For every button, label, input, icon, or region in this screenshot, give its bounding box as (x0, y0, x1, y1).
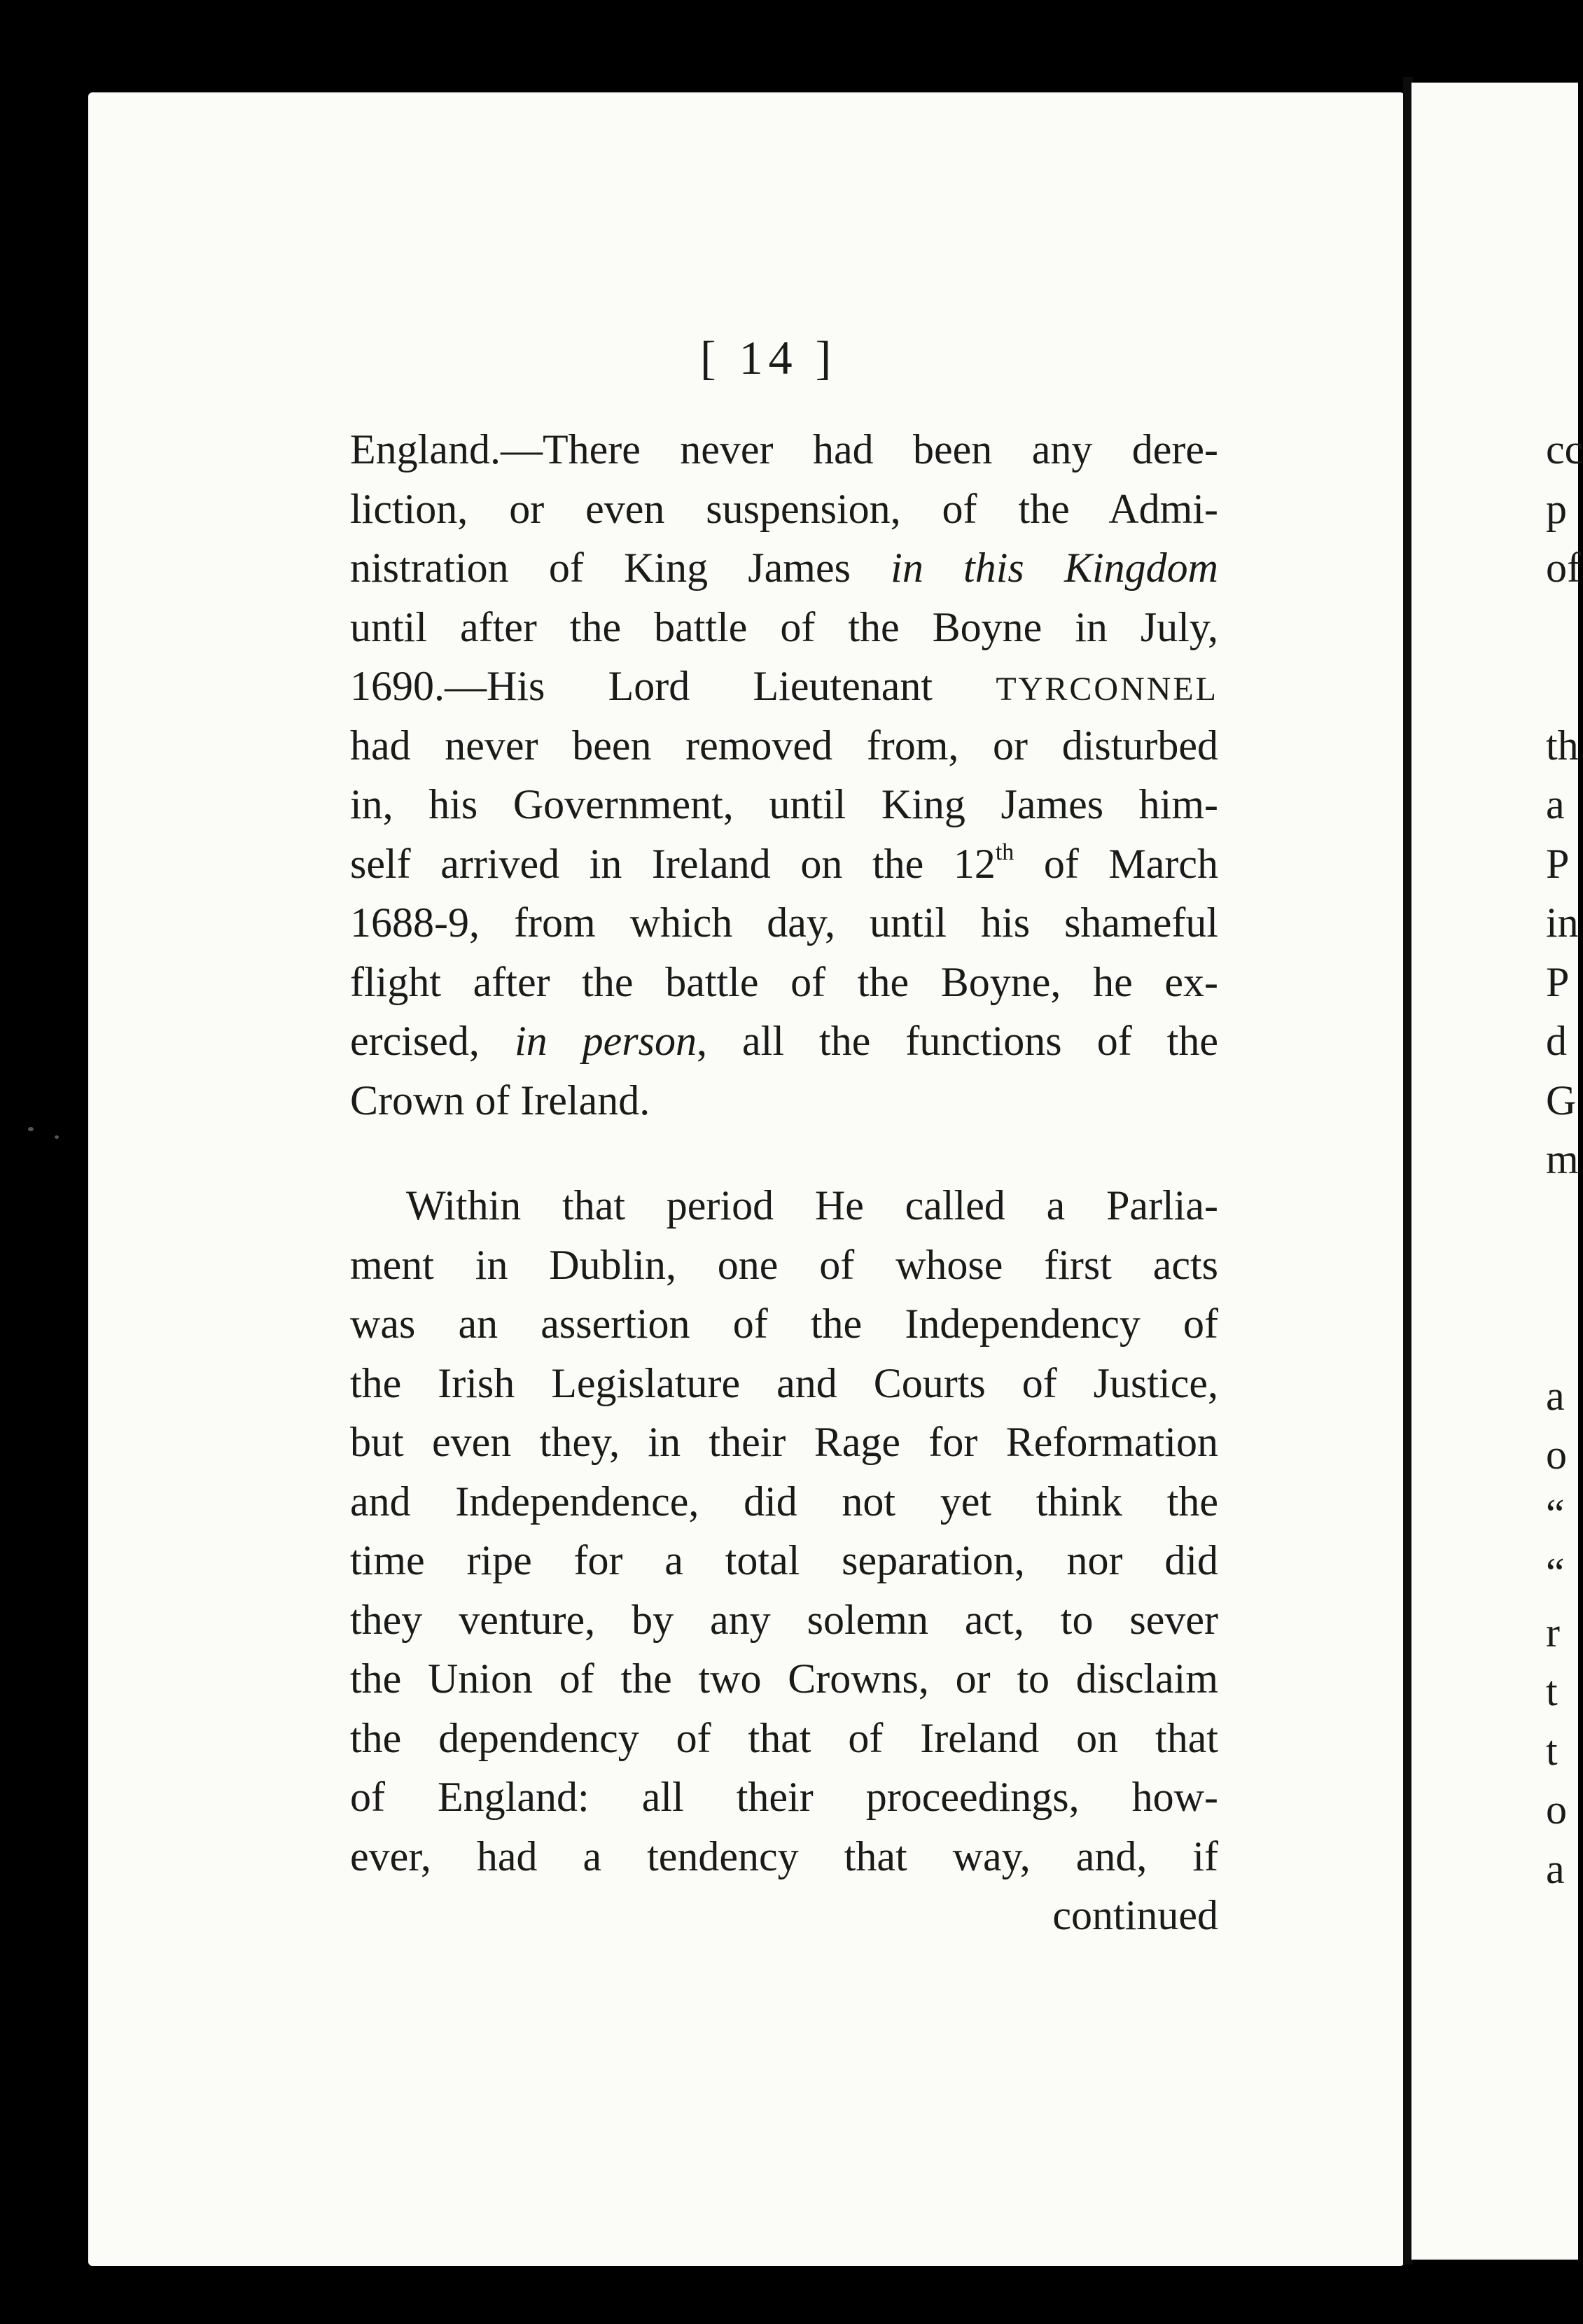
facing-fragment: r (1546, 1609, 1560, 1656)
text-line (350, 893, 1218, 953)
facing-fragment: in (1546, 899, 1579, 946)
facing-page-fragments (1546, 420, 1583, 1898)
catchword: continued (1052, 1892, 1218, 1938)
page-body (350, 420, 1218, 1945)
facing-fragment: d (1546, 1018, 1567, 1064)
text-line (350, 716, 1218, 776)
text-line: and Independence, did not yet think the (350, 1478, 1218, 1525)
facing-fragment: p (1546, 485, 1567, 532)
facing-fragment: P (1546, 840, 1570, 887)
line-text: 1690.—His Lord Lieutenant (350, 663, 996, 709)
page-number-header: [ 14 ] (700, 331, 837, 384)
line-text: in, his Government, until King James him- (350, 781, 1218, 827)
line-text: Crown of Ireland. (350, 1077, 650, 1124)
text-line: ment in Dublin, one of whose first acts (350, 1241, 1218, 1288)
text-line (350, 1071, 1218, 1130)
text-line: they venture, by any solemn act, to sever (350, 1596, 1218, 1643)
facing-fragment: G (1546, 1077, 1577, 1124)
superscript: th (995, 839, 1014, 865)
text-line (350, 657, 1218, 716)
line-text: self arrived in Ireland on the 12 (350, 840, 996, 887)
text-line: Within that period He called a Parlia- (406, 1182, 1218, 1228)
paragraph-2 (350, 1176, 1218, 1886)
text-line (350, 1011, 1218, 1071)
line-text: England.—There never had been any dere- (350, 426, 1218, 472)
text-line (350, 834, 1218, 894)
facing-fragment: P (1546, 958, 1570, 1005)
facing-fragment: of (1546, 545, 1581, 591)
facing-fragment: m (1546, 1136, 1579, 1182)
text-line (350, 953, 1218, 1012)
text-line: time ripe for a total separation, nor did (350, 1537, 1218, 1583)
line-text: , all the functions of the (696, 1018, 1219, 1064)
italic-text: in person (514, 1018, 697, 1064)
line-text: flight after the battle of the Boyne, he ex- (350, 958, 1218, 1005)
line-text: ercised, (350, 1018, 515, 1064)
text-line (350, 420, 1218, 479)
facing-fragment: t (1546, 1668, 1558, 1714)
text-line (350, 598, 1218, 657)
facing-fragment: “ (1546, 1550, 1565, 1596)
dust-speck (55, 1135, 59, 1139)
facing-fragment: o (1546, 1432, 1567, 1478)
paragraph-1 (350, 420, 1218, 1130)
facing-fragment: o (1546, 1786, 1567, 1833)
line-text: nistration of King James (350, 545, 891, 591)
text-line: but even they, in their Rage for Reformation (350, 1419, 1218, 1465)
line-text: of March (1014, 840, 1218, 887)
italic-text: in this Kingdom (891, 545, 1218, 591)
text-line (350, 775, 1218, 834)
facing-fragment: a (1546, 781, 1565, 827)
text-line: ever, had a tendency that way, and, if (350, 1833, 1218, 1879)
small-caps-name: TYRCONNEL (996, 671, 1218, 708)
text-line: the dependency of that of Ireland on that (350, 1714, 1218, 1761)
facing-fragment: t (1546, 1727, 1558, 1774)
text-line: the Union of the two Crowns, or to disclaim (350, 1656, 1218, 1702)
facing-fragment: th (1546, 722, 1579, 769)
text-line: the Irish Legislature and Courts of Justice, (350, 1359, 1218, 1406)
text-line: was an assertion of the Independency of (350, 1301, 1218, 1347)
text-line (350, 538, 1218, 598)
line-text: liction, or even suspension, of the Admi- (350, 485, 1218, 532)
facing-fragment: a (1546, 1372, 1565, 1419)
dust-speck (28, 1127, 34, 1131)
facing-fragment: “ (1546, 1490, 1565, 1537)
line-text: had never been removed from, or disturbed (350, 722, 1218, 769)
text-line: of England: all their proceedings, how- (350, 1774, 1218, 1820)
facing-fragment: cc (1546, 426, 1583, 472)
line-text: until after the battle of the Boyne in July, (350, 603, 1218, 650)
facing-fragment: a (1546, 1845, 1565, 1892)
line-text: 1688-9, from which day, until his shameful (350, 899, 1218, 946)
text-line (350, 479, 1218, 539)
